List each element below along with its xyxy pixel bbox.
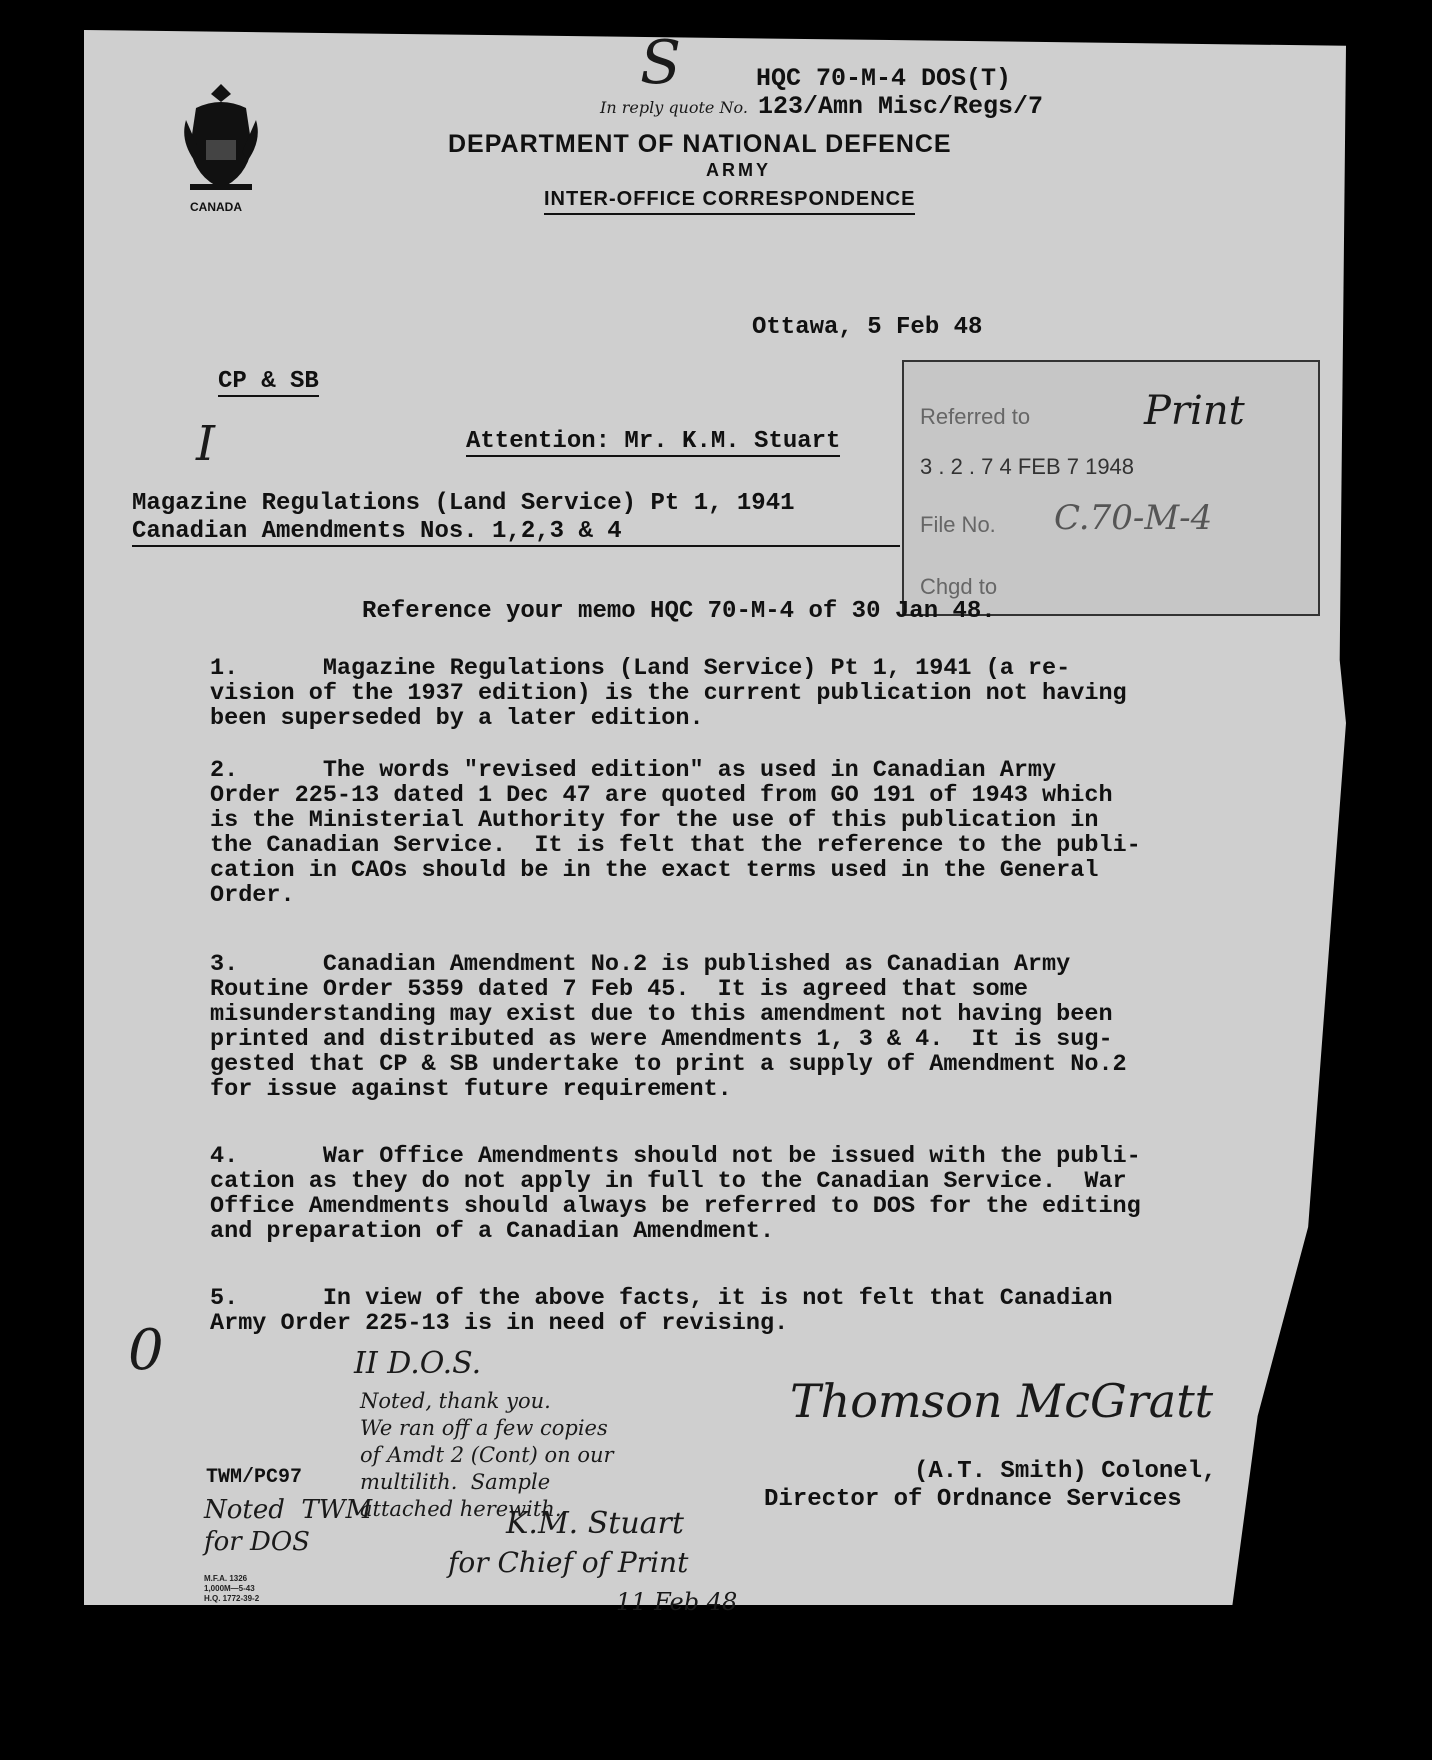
reply-quote-label: In reply quote No.	[600, 98, 748, 117]
paragraph-5: 5. In view of the above facts, it is not felt that Canadian Army Order 225-13 is in need of revising.	[210, 1285, 1113, 1337]
date-line: Ottawa, 5 Feb 48	[752, 314, 983, 341]
paragraph-2: 2. The words "revised edition" as used in Canadian Army Order 225-13 dated 1 Dec 47 are quoted from GO 191 of 1943 which is the Ministerial Authority for the use of this publication in the Canadian Service. It is felt that the reference to the publi- cation in CAOs should be in the exact terms used in the General Order.	[210, 757, 1141, 909]
circle-mark: 0	[128, 1318, 164, 1383]
form-type-title: INTER-OFFICE CORRESPONDENCE	[544, 188, 915, 215]
stamp-referred-hand: Print	[1144, 388, 1245, 434]
paragraph-1: 1. Magazine Regulations (Land Service) Pt 1, 1941 (a re- vision of the 1937 edition) is the current publication not having been superseded by a later edition.	[210, 655, 1127, 732]
department-title: DEPARTMENT OF NATIONAL DEFENCE	[448, 130, 952, 158]
margin-mark: I	[196, 416, 215, 472]
subject-line-2: Canadian Amendments Nos. 1,2,3 & 4	[132, 518, 900, 547]
stamp-file-label: File No.	[920, 512, 996, 537]
note-for: for Chief of Print	[448, 1546, 689, 1579]
signature-name: (A.T. Smith) Colonel,	[914, 1458, 1217, 1485]
stamp-file-hand: C.70-M-4	[1054, 498, 1213, 538]
handwritten-initials: Noted TWM for DOS	[204, 1495, 373, 1557]
subject-line-1: Magazine Regulations (Land Service) Pt 1, 1941	[132, 490, 795, 517]
crest-icon	[176, 80, 266, 200]
branch-title: ARMY	[706, 160, 771, 180]
signature-handwritten: Thomson McGratt	[790, 1374, 1214, 1428]
typed-initials: TWM/PC97	[206, 1466, 303, 1489]
paragraph-3: 3. Canadian Amendment No.2 is published as Canadian Army Routine Order 5359 dated 7 Feb 45. It is agreed that some misunderstanding may exist due to this amendment not having been printed and distributed as were Amendments 1, 3 & 4. It is sug- gested that CP & SB undertake to print a supply of Amendment No.2 for issue against future requirement.	[210, 951, 1127, 1103]
reference-number-2: 123/Amn Misc/Regs/7	[758, 92, 1044, 121]
signature-title: Director of Ordnance Services	[764, 1486, 1182, 1513]
form-code: M.F.A. 1326 1,000M—5-43 H.Q. 1772-39-2	[204, 1574, 260, 1603]
addressee: CP & SB	[218, 368, 319, 395]
note-signature: K.M. Stuart	[506, 1506, 684, 1541]
paragraph-4: 4. War Office Amendments should not be issued with the publi- cation as they do not apply in full to the Canadian Service. War Office Amendments should always be referred to DOS for the editing and preparation of a Canadian Amendment.	[210, 1143, 1141, 1245]
stamp-chgd-label: Chgd to	[920, 574, 998, 599]
stamp-date: 3 . 2 . 7 4 FEB 7 1948	[920, 454, 1135, 479]
attention-line: Attention: Mr. K.M. Stuart	[466, 428, 841, 455]
crest-label: CANADA	[190, 200, 242, 214]
reference-number-1: HQC 70-M-4 DOS(T)	[756, 64, 1012, 93]
received-stamp	[902, 360, 1320, 616]
stamp-referred-label: Referred to	[920, 404, 1031, 429]
note-header: II D.O.S.	[354, 1346, 482, 1381]
note-date: 11 Feb 48	[616, 1588, 738, 1616]
reference-line: Reference your memo HQC 70-M-4 of 30 Jan 48.	[362, 598, 996, 625]
handwritten-s-mark: S	[640, 28, 682, 98]
note-text: Noted, thank you. We ran off a few copies of Amdt 2 (Cont) on our multilith. Sample attached herewith.	[360, 1389, 614, 1521]
